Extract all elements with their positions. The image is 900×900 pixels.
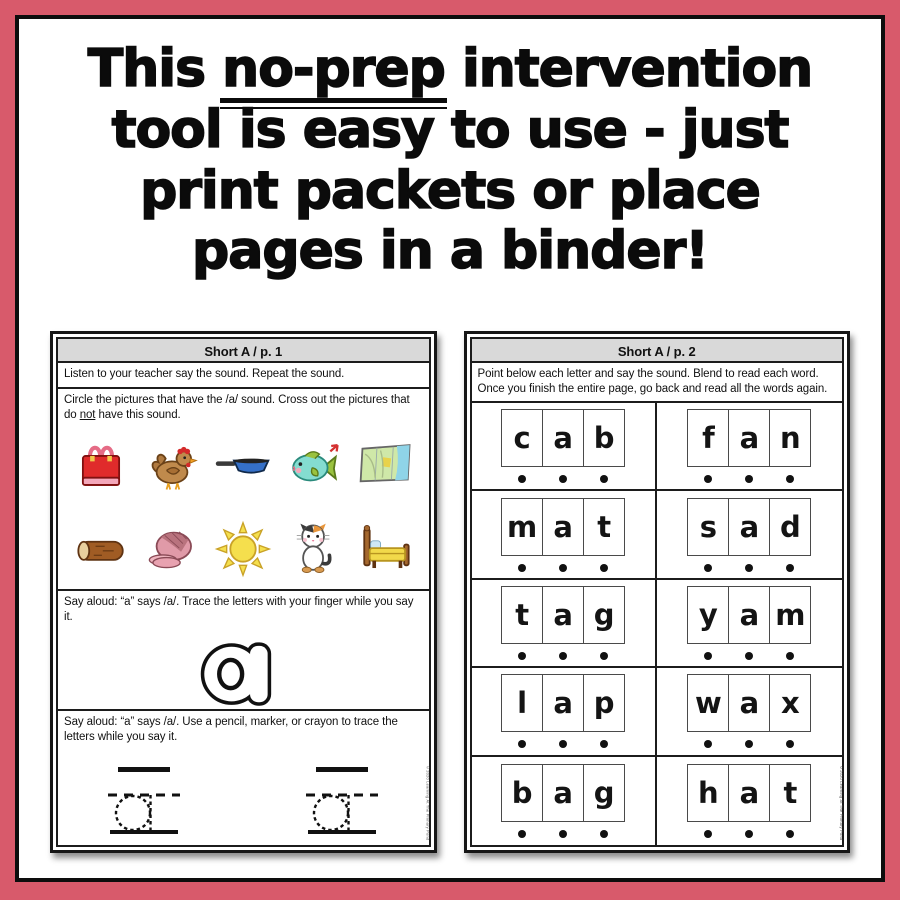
sound-dot [559,475,567,483]
sound-dot [704,475,712,483]
sound-dots [518,652,608,660]
sound-dot [745,830,753,838]
sound-dots [518,564,608,572]
word-cell-fan [657,403,842,491]
sun-icon [210,514,276,584]
letter-tile: l [502,675,543,731]
worksheet-pages-row [50,331,850,853]
letter-tile: n [780,421,801,456]
headline-line1-after: intervention [444,39,813,99]
letter-tile: y [688,587,729,643]
trace-letter-row [64,761,423,847]
word-cell-cab [472,403,657,491]
letter-tile: t [502,587,543,643]
sound-dot [600,830,608,838]
letter-tiles [501,409,625,467]
letter-tile: b [502,765,543,821]
letter-tiles [501,498,625,556]
letter-tile: s [688,499,729,555]
letter-tile: h [688,765,729,821]
headline-line-3: print packets or place [140,160,760,221]
letter-tiles [687,409,811,467]
sound-dot [600,740,608,748]
word-cell-lap [472,668,657,756]
sound-dot [600,652,608,660]
letter-tile: t [597,509,612,544]
page2-instructions: Point below each letter and say the sound. Blend to read each word. Once you finish the entire page, go back and read all the words again. [470,361,845,403]
sound-dot [559,652,567,660]
word-grid [470,401,845,847]
sound-dot [745,564,753,572]
not-underlined: not [79,409,96,421]
letter-tile: p [593,686,615,721]
bag-icon [68,430,134,500]
sound-dot [518,564,526,572]
hen-icon [139,430,205,500]
sound-dot [704,830,712,838]
page1-trace-pencil-section [56,709,431,847]
poster-canvas [15,15,885,882]
letter-tile: a [729,499,770,555]
sound-dots [518,475,608,483]
letter-tiles [687,586,811,644]
headline [19,39,881,282]
sound-dots [518,740,608,748]
word-cell-tag [472,580,657,668]
sound-dot [786,564,794,572]
sound-dot [518,652,526,660]
page2-title-bar: Short A / p. 2 [470,337,845,363]
sound-dot [745,740,753,748]
letter-tile: m [502,499,543,555]
worksheet-page-2 [464,331,851,853]
word-cell-mat [472,491,657,579]
word-cell-hat [657,757,842,845]
letter-tile: a [729,675,770,731]
letter-tile: a [543,410,584,466]
sound-dot [786,830,794,838]
letter-tile: a [729,587,770,643]
letter-tile: a [543,499,584,555]
letter-tile: a [729,410,770,466]
letter-tile: x [781,686,800,721]
picture-row-1 [64,423,423,507]
ham-icon [139,514,205,584]
bed-icon [353,514,419,584]
word-cell-sad [657,491,842,579]
letter-tile: g [593,775,615,810]
page2-copyright: ©2020 Learning At The Primary Pond [839,764,844,840]
cat-icon [281,514,347,584]
sound-dot [518,475,526,483]
letter-tile: a [729,765,770,821]
page1-title-bar: Short A / p. 1 [56,337,431,363]
worksheet-page-1 [50,331,437,853]
letter-tile: g [593,597,615,632]
map-icon [353,430,419,500]
sound-dot [745,652,753,660]
letter-tiles [687,764,811,822]
letter-tile: w [688,675,729,731]
sound-dot [704,564,712,572]
letter-tiles [501,674,625,732]
sound-dot [518,740,526,748]
headline-line1-before: This [87,39,223,99]
sound-dots [704,564,794,572]
letter-tile: a [543,587,584,643]
letter-tile: c [502,410,543,466]
page1-listen-instruction: Listen to your teacher say the sound. Repeat the sound. [56,361,431,389]
word-cell-wax [657,668,842,756]
sound-dot [559,564,567,572]
sound-dot [786,652,794,660]
headline-line-1 [19,39,881,100]
sound-dots [704,740,794,748]
letter-tile: a [543,765,584,821]
sound-dots [704,830,794,838]
letter-tiles [501,764,625,822]
fish-icon [281,430,347,500]
sound-dots [704,652,794,660]
sound-dot [559,830,567,838]
trace-letter-a [100,761,188,847]
page1-finger-instruction: Say aloud: “a” says /a/. Trace the letters with your finger while you say it. [64,596,414,623]
page1-circle-section [56,387,431,591]
letter-tiles [501,586,625,644]
headline-line-4: pages in a binder! [192,221,708,282]
log-icon [68,514,134,584]
picture-row-2 [64,507,423,591]
pan-icon [210,430,276,500]
word-cell-bag [472,757,657,845]
letter-tile: a [543,675,584,731]
sound-dot [600,564,608,572]
trace-letter-a [298,761,386,847]
sound-dot [786,740,794,748]
letter-tile: d [779,509,801,544]
sound-dot [600,475,608,483]
sound-dot [704,652,712,660]
page1-trace-finger-section [56,589,431,711]
big-letter-a [64,623,423,711]
letter-tile: m [775,597,806,632]
sound-dot [518,830,526,838]
page1-copyright: ©2020 Learning At The Primary Pond [425,764,431,840]
sound-dot [559,740,567,748]
page1-circle-instruction: Circle the pictures that have the /a/ sound. Cross out the pictures that do not have this sound. [64,394,410,421]
sound-dot [704,740,712,748]
headline-line-2: tool is easy to use - just [111,99,789,160]
sound-dot [786,475,794,483]
sound-dots [704,475,794,483]
letter-tile: f [688,410,729,466]
letter-tiles [687,498,811,556]
letter-tiles [687,674,811,732]
word-cell-yam [657,580,842,668]
sound-dot [745,475,753,483]
headline-no-prep-underlined: no-prep [222,39,445,99]
letter-tile: t [783,775,798,810]
page1-pencil-instruction: Say aloud: “a” says /a/. Use a pencil, marker, or crayon to trace the letters while you say it. [64,716,398,743]
sound-dots [518,830,608,838]
letter-tile: b [593,421,615,456]
